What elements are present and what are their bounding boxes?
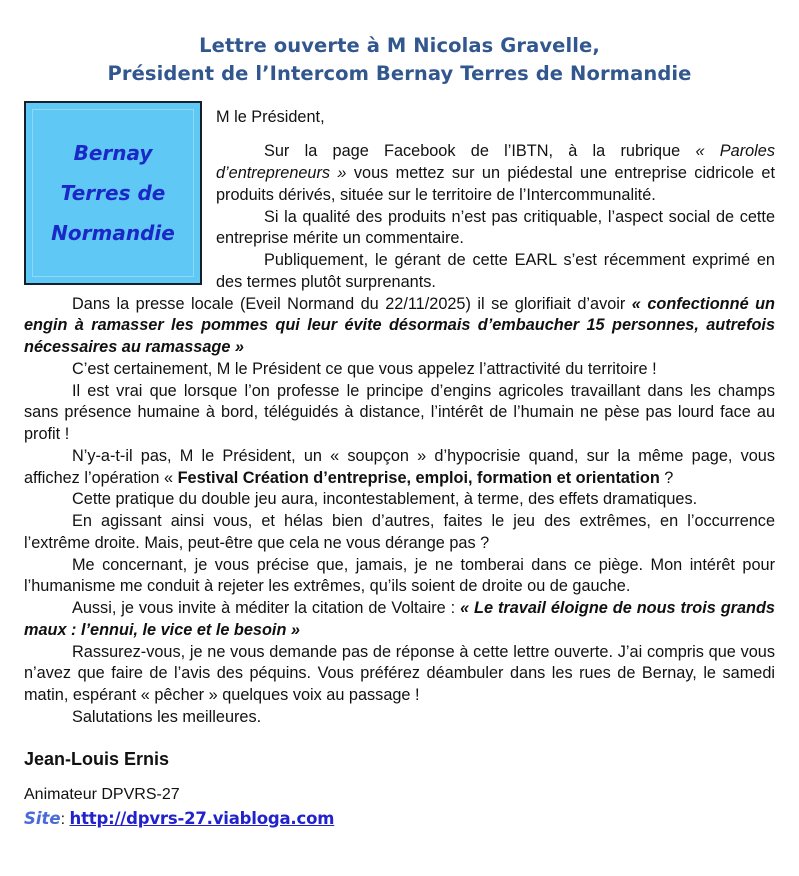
p6-text: Il est vrai que lorsque l’on professe le principe d’engins agricoles travaillant dans les champs sans présence humaine à bord, téléguidés à distance, l’intérêt de l’humain ne pèse pas lourd face au profit !	[24, 381, 775, 444]
p11-voltaire-quote: « Le travail éloigne de nous trois grands maux : l’ennui, le vice et le besoin »	[24, 599, 775, 639]
p9-text: En agissant ainsi vous, et hélas bien d’autres, faites le jeu des extrêmes, en l’occurrence l’extrême droite. Mais, peut-être que cela ne vous dérange pas ?	[24, 512, 775, 552]
logo-line-2: Terres de	[60, 180, 166, 205]
paragraph-9	[24, 511, 775, 555]
p8-text: Cette pratique du double jeu aura, incontestablement, à terme, des effets dramatiques.	[72, 490, 698, 509]
paragraph-5	[24, 359, 775, 381]
p4-text-a: Dans la presse locale (Eveil Normand du 22/11/2025) il se glorifiait d’avoir	[72, 294, 632, 313]
title-line-1: Lettre ouverte à M Nicolas Gravelle,	[199, 34, 600, 57]
p10-text: Me concernant, je vous précise que, jamais, je ne tomberai dans ce piège. Mon intérêt pour l’humanisme me conduit à rejeter les extrêmes, qu’ils soient de droite ou de gauche.	[24, 555, 775, 596]
logo-line-3: Normandie	[51, 220, 175, 245]
signer-role: Animateur DPVRS-27	[24, 785, 180, 803]
signer-site-row	[24, 809, 775, 829]
paragraph-13	[24, 707, 775, 729]
title-line-2: Président de l’Intercom Bernay Terres de Normandie	[107, 62, 692, 86]
salutation-text: M le Président,	[216, 107, 325, 126]
signer-name: Jean-Louis Ernis	[24, 748, 170, 769]
logo-line-1: Bernay	[73, 140, 153, 165]
p11-text-a: Aussi, je vous invite à méditer la citation de Voltaire :	[72, 599, 461, 618]
p12-text: Rassurez-vous, je ne vous demande pas de réponse à cette lettre ouverte. J’ai compris que vous n’avez que faire de l’avis des péquins. Vous préférez déambuler dans les rues de Bernay, le samedi matin, espérant « pêcher » quelques voix au passage !	[24, 642, 775, 705]
p1-text-a: Sur la page Facebook de l’IBTN, à la rubrique	[264, 142, 696, 161]
p4-press-quote: « confectionné un engin à ramasser les pommes qui leur évite désormais d’embaucher 15 personnes, autrefois nécessaires au ramassage »	[24, 294, 775, 357]
p13-text: Salutations les meilleures.	[72, 707, 262, 726]
p3-text: Publiquement, le gérant de cette EARL s’est récemment exprimé en des termes plutôt surprenants.	[216, 251, 775, 291]
p7-festival-bold: Festival Création d’entreprise, emploi, formation et orientation	[177, 468, 660, 487]
site-label: Site	[24, 808, 61, 828]
paragraph-6	[24, 381, 775, 446]
p7-text-a: N’y-a-t-il pas, M le Président, un « soupçon » d’hypocrisie quand, sur la même page, vous affichez l’opération «	[24, 446, 775, 487]
paragraph-8	[24, 489, 775, 511]
p2-text: Si la qualité des produits n’est pas critiquable, l’aspect social de cette entreprise mérite un commentaire.	[216, 207, 775, 248]
paragraph-4	[24, 294, 775, 359]
page-title	[24, 0, 775, 89]
signature-block	[24, 729, 775, 829]
paragraph-7	[24, 446, 775, 490]
p1-text-b: vous mettez sur un piédestal une entreprise cidricole et produits dérivés, située sur le territoire de l’Intercommunalité.	[216, 164, 775, 204]
paragraph-11	[24, 598, 775, 642]
paragraph-10	[24, 555, 775, 599]
bernay-terres-de-normandie-logo	[24, 101, 202, 285]
site-url-link[interactable]: http://dpvrs-27.viabloga.com	[69, 808, 335, 828]
p1-quote: « Paroles d’entrepreneurs »	[216, 142, 775, 183]
p5-text: C’est certainement, M le Président ce que vous appelez l’attractivité du territoire !	[72, 359, 657, 378]
p7-text-b: ?	[659, 468, 674, 487]
paragraph-12	[24, 642, 775, 707]
site-separator: :	[60, 810, 66, 828]
